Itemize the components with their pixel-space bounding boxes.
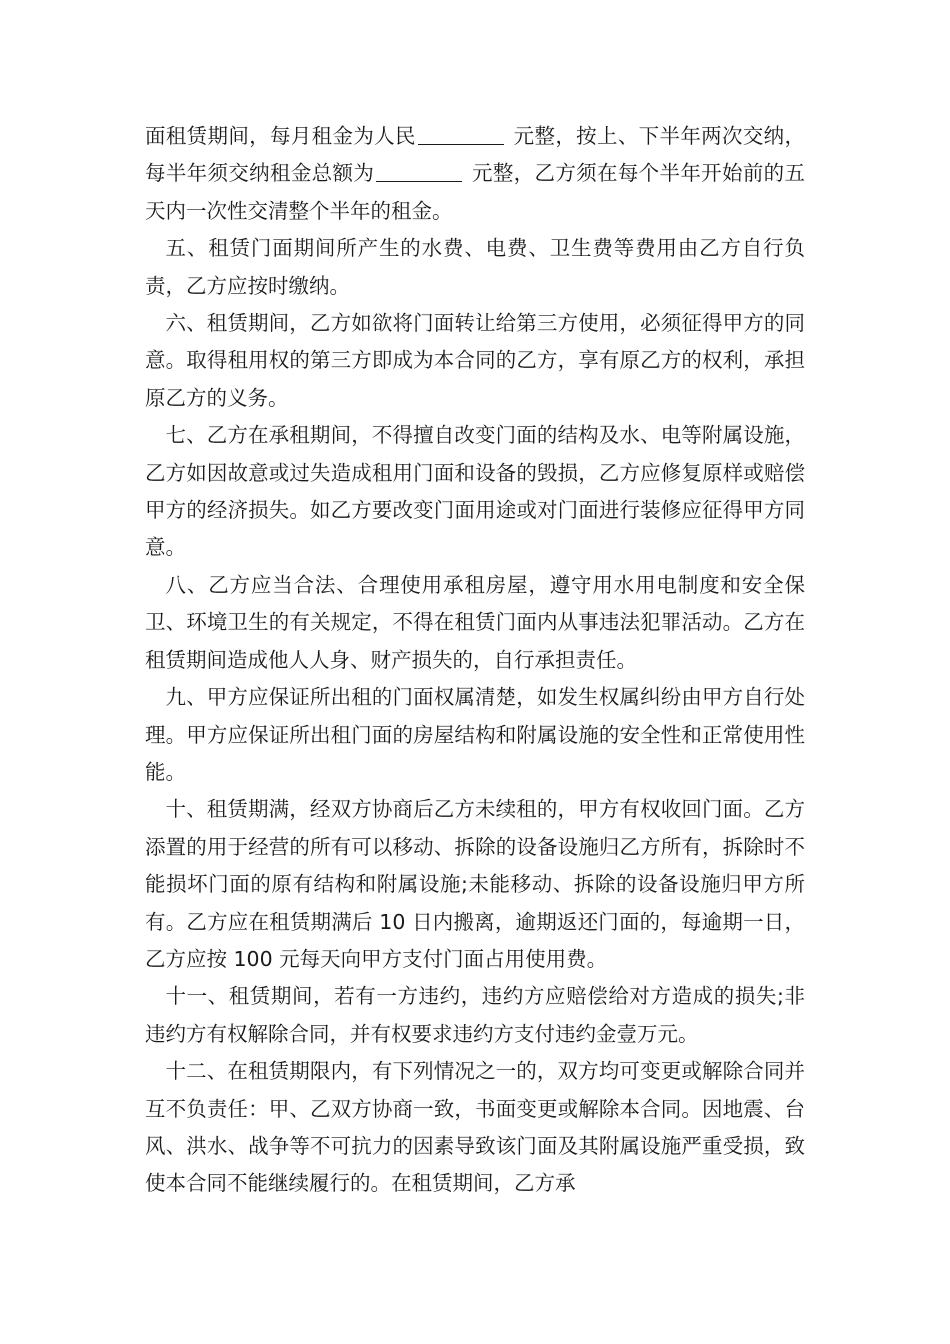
clause-5: 五、租赁门面期间所产生的水费、电费、卫生费等费用由乙方自行负责，乙方应按时缴纳。 xyxy=(145,236,805,298)
clause-11: 十一、租赁期间，若有一方违约，违约方应赔偿给对方造成的损失;非违约方有权解除合同，并有权要求违约方支付违约金壹万元。 xyxy=(145,984,805,1046)
rent-text-part-3: 元整，乙方须在每个半年开始前的五天内一次性交清整个半年的租金。 xyxy=(145,161,806,223)
rent-text-part-1: 面租赁期间，每月租金为人民 xyxy=(145,124,416,148)
clause-9: 九、甲方应保证所出租的门面权属清楚，如发生权属纠纷由甲方自行处理。甲方应保证所出租门面的房屋结构和附属设施的安全性和正常使用性能。 xyxy=(145,685,805,784)
paragraph-rent-payment xyxy=(145,118,805,230)
monthly-rent-blank xyxy=(418,122,504,145)
rent-text-part-2: 元整，按上、下半年两次交纳，每半年须交纳租金总额为 xyxy=(145,124,806,186)
clause-12: 十二、在租赁期限内，有下列情况之一的，双方均可变更或解除合同并互不负责任：甲、乙双方协商一致，书面变更或解除本合同。因地震、台风、洪水、战争等不可抗力的因素导致该门面及其附属设施严重受损，致使本合同不能继续履行的。在租赁期间，乙方承 xyxy=(145,1059,805,1196)
clause-10: 十、租赁期满，经双方协商后乙方未续租的，甲方有权收回门面。乙方添置的用于经营的所有可以移动、拆除的设备设施归乙方所有，拆除时不能损坏门面的原有结构和附属设施;未能移动、拆除的设备设施归甲方所有。乙方应在租赁期满后 10 日内搬离，逾期返还门面的，每逾期一日，乙方应按 100 元每天向甲方支付门面占用使用费。 xyxy=(145,797,805,971)
half-year-rent-blank xyxy=(376,159,462,182)
clause-7: 七、乙方在承租期间，不得擅自改变门面的结构及水、电等附属设施，乙方如因故意或过失造成租用门面和设备的毁损，乙方应修复原样或赔偿甲方的经济损失。如乙方要改变门面用途或对门面进行装修应征得甲方同意。 xyxy=(145,423,805,560)
document-body xyxy=(145,118,805,1203)
clause-8: 八、乙方应当合法、合理使用承租房屋，遵守用水用电制度和安全保卫、环境卫生的有关规定，不得在租赁门面内从事违法犯罪活动。乙方在租赁期间造成他人人身、财产损失的，自行承担责任。 xyxy=(145,572,805,672)
clause-6: 六、租赁期间，乙方如欲将门面转让给第三方使用，必须征得甲方的同意。取得租用权的第三方即成为本合同的乙方，享有原乙方的权利，承担原乙方的义务。 xyxy=(145,311,805,410)
